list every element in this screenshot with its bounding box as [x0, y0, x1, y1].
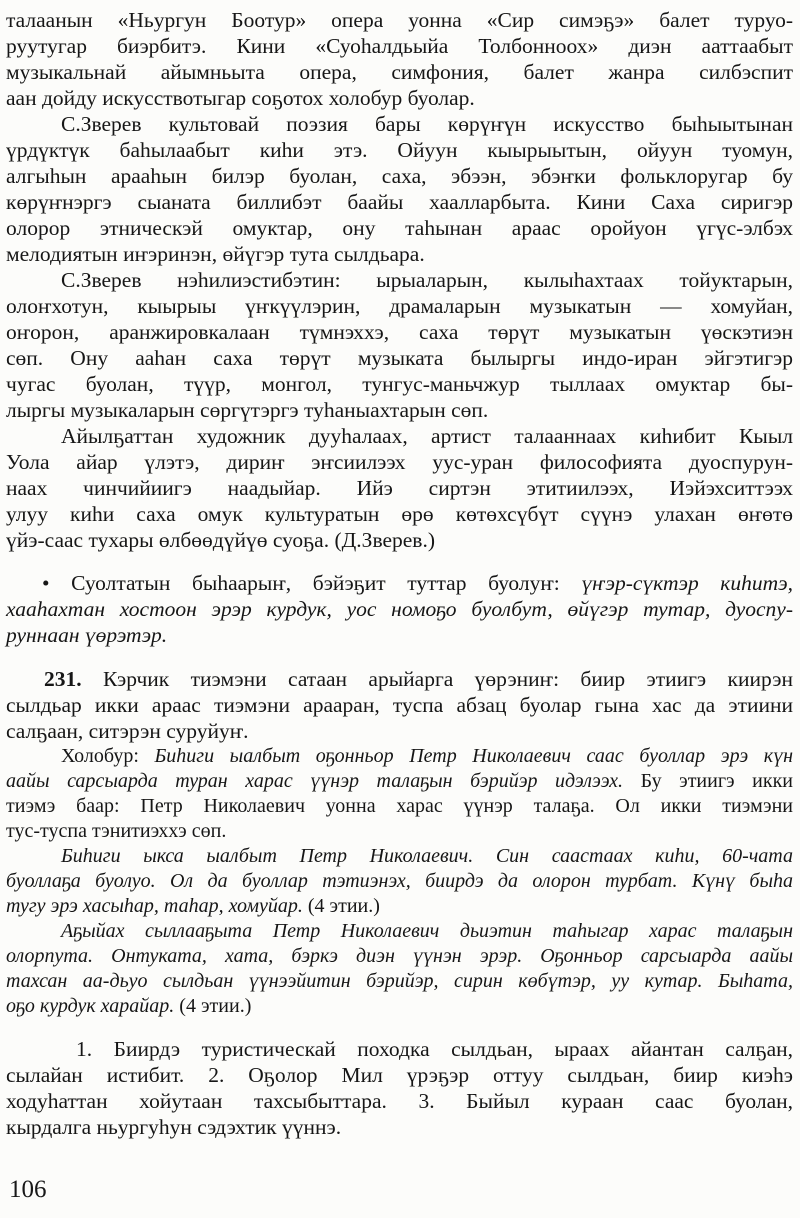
- text-segment: Кэрчик тиэмэни сатаан арыйарга үөрэниҥ: биир этиигэ киирэн: [81, 667, 793, 691]
- text-line: [6, 449, 793, 475]
- text-line: [6, 59, 793, 85]
- text-line: [6, 769, 793, 794]
- text-line: [6, 1088, 793, 1114]
- text-segment: сылдьар икки араас тиэмэни арааран, туспа абзац буолар гына хас да этиини: [6, 693, 793, 717]
- text-segment: талаанын «Ньургун Боотур» опера уонна «Сир симэҕэ» балет туруо-: [6, 8, 793, 32]
- text-segment: С.Зверев культовай поэзия бары көрүҥүн искусство быһыытынан: [61, 112, 793, 136]
- text-segment: тугу эрэ хасыһар, таһар, хомуйар.: [6, 895, 303, 917]
- text-segment: буоллаҕа буолуо. Ол да буоллар тэтиэнэх, биирдэ да олорон турбат. Күнү быһа: [6, 870, 793, 892]
- text-segment: салҕаан, ситэрэн суруйуҥ.: [6, 719, 249, 743]
- text-segment: • Суолтатын быһаарыҥ, бэйэҕит туттар буолуҥ:: [42, 571, 582, 595]
- paragraph-kyyl-uola: [6, 423, 793, 553]
- text-line: [6, 869, 793, 894]
- text-line: [6, 33, 793, 59]
- text-line: [6, 137, 793, 163]
- text-line: [6, 423, 793, 449]
- text-segment: сөп. Ону ааһан саха төрүт музыката былыргы индо-иран эйгэтигэр: [6, 346, 793, 370]
- text-line: [6, 622, 793, 648]
- text-segment: 1. Биирдэ туристическай походка сылдьан, ыраах айантан салҕан,: [76, 1037, 793, 1061]
- text-line: [6, 718, 793, 744]
- text-segment: алгыһын арааһын билэр буолан, саха, эбээн, эбэҥки фольклоругар бу: [6, 164, 793, 188]
- exercise-number: 231.: [44, 667, 82, 691]
- text-line: [6, 944, 793, 969]
- text-line: [6, 475, 793, 501]
- text-line: [6, 163, 793, 189]
- paragraph-zverev-heritage: [6, 267, 793, 423]
- text-line: [6, 744, 793, 769]
- text-segment: тахсан аа-дьуо сылдьан үүнээйитин бэрийэр, сирин көбүтэр, уу кутар. Быһата,: [6, 970, 793, 992]
- text-segment: улуу киһи саха омук культуратын өрө көтөхсүбүт сүүнэ улахан өҥөтө: [6, 502, 793, 526]
- text-segment: Биһиги ыкса ыалбыт Петр Николаевич. Син саастаах киһи, 60-чата: [61, 845, 793, 867]
- text-segment: хааһахтан хостоон эрэр курдук, уос номоҕо буолбут, өйүгэр тутар, дуоспу-: [6, 597, 793, 621]
- text-segment: сылайан истибит. 2. Оҕолор Мил үрэҕэр оттуу сылдьан, биир киэһэ: [6, 1063, 793, 1087]
- text-line: [6, 215, 793, 241]
- text-segment: тус-туспа тэнитиэххэ сөп.: [6, 820, 227, 842]
- text-line: [6, 894, 793, 919]
- paragraph-example-intro: [6, 744, 793, 844]
- text-segment: олоҥхотун, кыырыы үҥкүүлэрин, драмаларын музыкатын — хомуйан,: [6, 294, 793, 318]
- text-line: [6, 371, 793, 397]
- text-segment: Биһиги ыалбыт оҕонньор Петр Николаевич саас буоллар эрэ күн: [154, 745, 794, 767]
- text-line: [6, 527, 793, 553]
- text-segment: көрүҥнэргэ сыаната биллибэт баайы хаалларбыта. Кини Саха сиригэр: [6, 190, 793, 214]
- text-segment: олорпута. Онтуката, хата, бэркэ диэн үүнэн эрэр. Оҕонньор сарсыарда аайы: [6, 945, 793, 967]
- text-line: [6, 397, 793, 423]
- text-line: [6, 319, 793, 345]
- text-segment: олорор этническэй омуктар, ону таһынан араас оройуон үгүс-элбэх: [6, 216, 793, 240]
- text-line: [6, 189, 793, 215]
- text-segment: кырдалга ньургуһун сэдэхтик үүннэ.: [6, 1115, 342, 1139]
- text-line: [6, 969, 793, 994]
- text-line: [6, 844, 793, 869]
- text-line: [6, 7, 793, 33]
- paragraph-task-sentences: [6, 1036, 793, 1140]
- text-line: [6, 994, 793, 1019]
- text-segment: Бу этиигэ икки: [623, 770, 793, 792]
- text-line: [6, 666, 793, 692]
- text-line: [6, 267, 793, 293]
- text-segment: лыргы музыкаларын сөргүтэргэ туһаныахтарын сөп.: [6, 398, 489, 422]
- text-segment: Аҕыйах сыллааҕыта Петр Николаевич дьиэтин таһыгар харас талаҕын: [61, 920, 793, 942]
- text-segment: ходуһаттан хойутаан тахсыбыттара. 3. Быйыл кураан саас буолан,: [6, 1089, 793, 1113]
- text-line: [6, 819, 793, 844]
- text-segment: үйэ-саас тухары өлбөөдүйүө суоҕа. (Д.Зверев.): [6, 528, 435, 552]
- paragraph-example-theme2: [6, 919, 793, 1019]
- text-segment: үҥэр-сүктэр киһитэ,: [581, 571, 794, 595]
- text-segment: С.Зверев нэһилиэстибэтин: ырыаларын, кылыһахтаах тойуктарын,: [61, 268, 793, 292]
- text-segment: аан дойду искусствотыгар соҕотох холобур буолар.: [6, 86, 475, 110]
- page-number: 106: [9, 1176, 47, 1203]
- text-segment: (4 этии.): [174, 995, 252, 1017]
- text-line: [6, 692, 793, 718]
- text-segment: чугас буолан, түүр, монгол, тунгус-маньчжур тыллаах омуктар бы-: [6, 372, 793, 396]
- text-line: [6, 85, 793, 111]
- page-text-block: [6, 7, 793, 1140]
- paragraph-example-theme1: [6, 844, 793, 919]
- text-segment: аайы сарсыарда туран харас үүнэр талаҕын бэрийэр идэлээх.: [6, 770, 624, 792]
- text-line: [6, 1036, 793, 1062]
- text-segment: музыкальнай айымньыта опера, симфония, балет жанра силбэспит: [6, 60, 793, 84]
- text-line: [6, 596, 793, 622]
- text-line: [6, 293, 793, 319]
- text-segment: наах чинчийиигэ наадыйар. Ийэ сиртэн этитиилээх, Иэйэхситтээх: [6, 476, 793, 500]
- text-line: [6, 794, 793, 819]
- text-segment: оҕо курдук харайар.: [6, 995, 175, 1017]
- text-segment: руннаан үөрэтэр.: [6, 623, 168, 647]
- text-segment: (4 этии.): [302, 895, 380, 917]
- paragraph-zverev-culture: [6, 111, 793, 267]
- paragraph-exercise-231: [6, 666, 793, 744]
- text-segment: Айылҕаттан художник дууһалаах, артист талааннаах киһибит Кыыл: [61, 424, 793, 448]
- text-line: [6, 501, 793, 527]
- text-segment: оҥорон, аранжировкалаан түмнэххэ, саха төрүт музыкатын үөскэтиэн: [6, 320, 793, 344]
- text-line: [6, 345, 793, 371]
- text-segment: руутугар биэрбитэ. Кини «Суоһалдьыйа Толбонноох» диэн ааттаабыт: [6, 34, 793, 58]
- text-line: [6, 241, 793, 267]
- text-line: [6, 111, 793, 137]
- paragraph-bullet-note: [6, 570, 793, 648]
- text-segment: Уола айар үлэтэ, дириҥ эҥсиилээх уус-уран философията дуоспурун-: [6, 450, 793, 474]
- text-segment: тиэмэ баар: Петр Николаевич уонна харас үүнэр талаҕа. Ол икки тиэмэни: [6, 795, 793, 817]
- text-segment: Холобур:: [61, 745, 155, 767]
- text-segment: мелодиятын иҥэринэн, өйүгэр тута сылдьара.: [6, 242, 425, 266]
- text-line: [6, 570, 793, 596]
- paragraph-opera-continuation: [6, 7, 793, 111]
- text-line: [6, 919, 793, 944]
- text-line: [6, 1062, 793, 1088]
- text-line: [6, 1114, 793, 1140]
- text-segment: үрдүктүк баһылаабыт киһи этэ. Ойуун кыырыытын, ойуун туомун,: [6, 138, 793, 162]
